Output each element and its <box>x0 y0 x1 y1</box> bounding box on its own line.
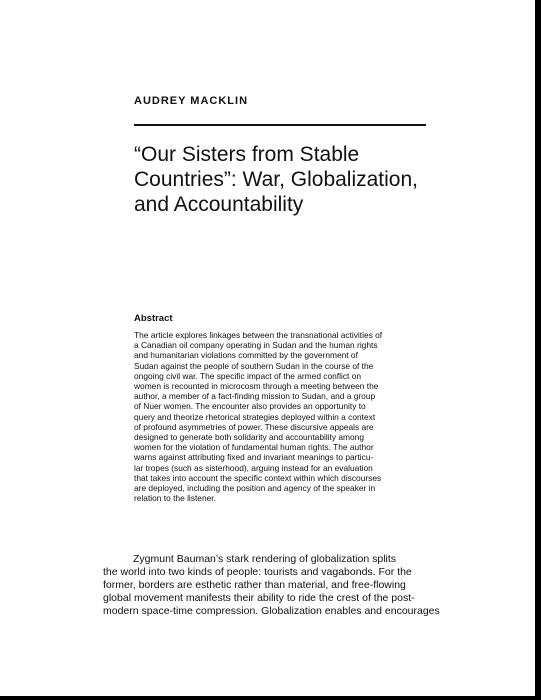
intro-paragraph <box>103 553 440 618</box>
author-name: AUDREY MACKLIN <box>134 95 249 107</box>
abstract-line: of Nuer women. The encounter also provides an opportunity to <box>134 401 366 412</box>
abstract-line: women is recounted in microcosm through a meeting between the <box>134 381 379 392</box>
abstract-line: The article explores linkages between the transnational activities of <box>134 330 383 340</box>
abstract-line: Sudan against the people of southern Sudan in the course of the <box>134 360 374 371</box>
abstract-line: relation to the listener. <box>134 493 216 504</box>
abstract-heading: Abstract <box>134 313 173 324</box>
title-line: Countries”: War, Globalization, <box>134 168 419 191</box>
abstract-line: women for the violation of fundamental human rights. The author <box>134 442 374 453</box>
abstract-line: warns against attributing fixed and invariant meanings to particu- <box>134 452 374 463</box>
abstract-line: ongoing civil war. The specific impact of the armed conflict on <box>134 370 362 381</box>
intro-line: global movement manifests their ability to ride the crest of the post- <box>103 592 415 604</box>
abstract-line: are deployed, including the position and agency of the speaker in <box>134 483 376 494</box>
article-title <box>134 142 434 217</box>
abstract-line: author, a member of a fact-finding mission to Sudan, and a group <box>134 391 376 402</box>
title-line: and Accountability <box>134 193 304 216</box>
abstract-line: of profound asymmetries of power. These discursive appeals are <box>134 421 374 432</box>
title-rule <box>134 124 426 126</box>
abstract-line: and humanitarian violations committed by the government of <box>134 350 358 361</box>
abstract-line: that takes into account the specific context within which discourses <box>134 472 382 483</box>
intro-line: former, borders are esthetic rather than material, and free-flowing <box>103 579 406 591</box>
abstract-line: designed to generate both solidarity and accountability among <box>134 432 365 443</box>
abstract-line: lar tropes (such as sisterhood), arguing instead for an evaluation <box>134 462 373 473</box>
abstract-body <box>134 330 426 503</box>
intro-line: Zygmunt Bauman’s stark rendering of globalization splits <box>133 553 397 565</box>
abstract-line: query and theorize rhetorical strategies deployed within a context <box>134 411 376 422</box>
title-line: “Our Sisters from Stable <box>134 143 360 166</box>
intro-line: the world into two kinds of people: tourists and vagabonds. For the <box>103 566 412 578</box>
intro-line: modern space-time compression. Globalization enables and encourages <box>103 605 440 617</box>
abstract-line: a Canadian oil company operating in Sudan and the human rights <box>134 340 378 351</box>
